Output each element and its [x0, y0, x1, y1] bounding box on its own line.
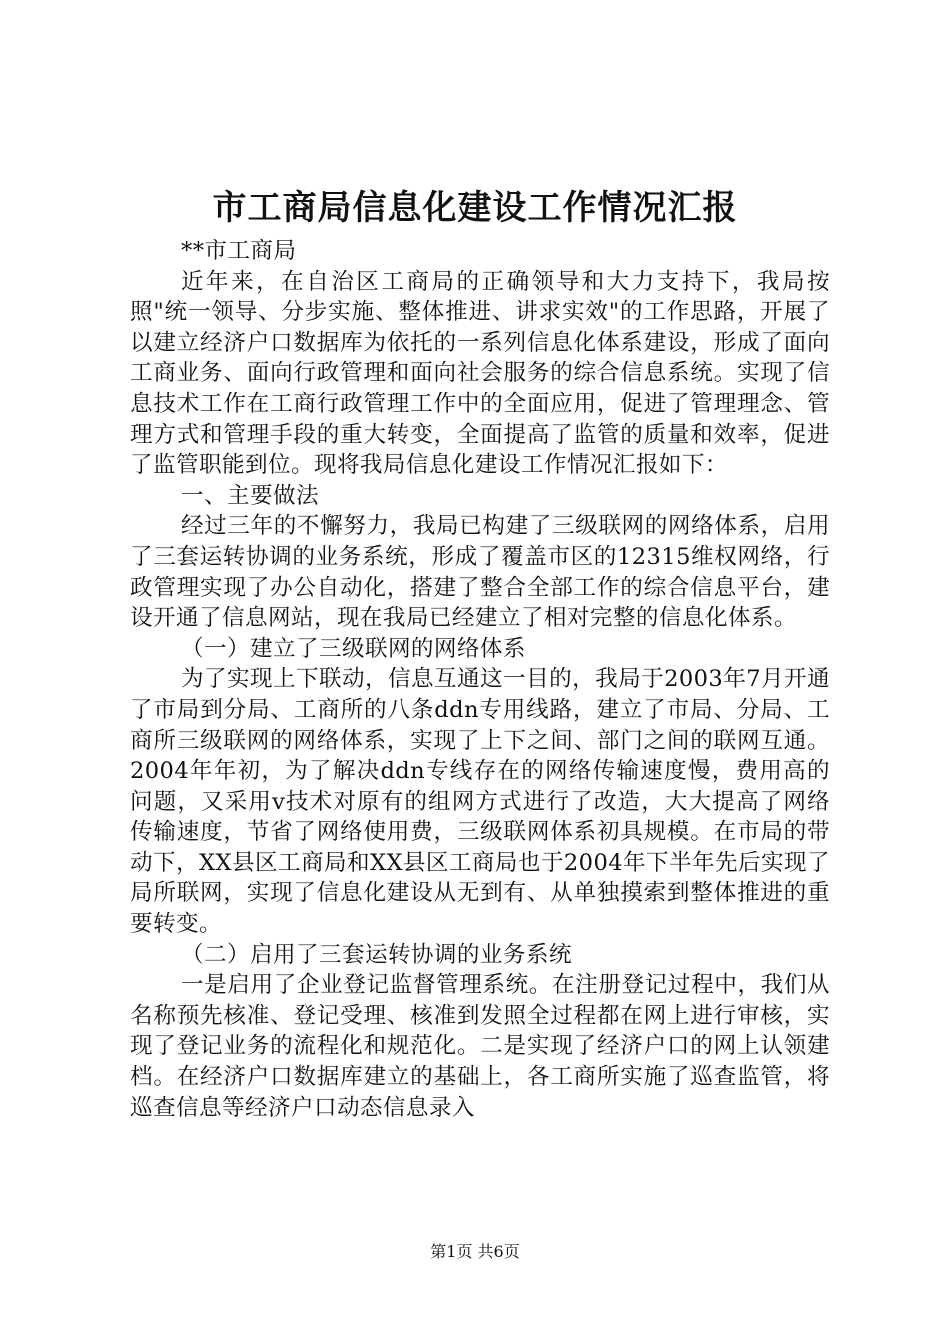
- section-heading-main-practices: 一、主要做法: [181, 482, 319, 509]
- document-body: [130, 236, 830, 1123]
- intro-paragraph: 近年来，在自治区工商局的正确领导和大力支持下，我局按照"统一领导、分步实施、整体推进、讲求实效"的工作思路，开展了以建立经济户口数据库为依托的一系列信息化体系建设，形成了面向工商业务、面向行政管理和面向社会服务的综合信息系统。实现了信息技术工作在工商行政管理工作中的全面应用，促进了管理理念、管理方式和管理手段的重大转变，全面提高了监管的质量和效率，促进了监管职能到位。现将我局信息化建设工作情况汇报如下：: [130, 268, 830, 479]
- author-line: **市工商局: [181, 238, 297, 264]
- paragraph-overview: 经过三年的不懈努力，我局已构建了三级联网的网络体系，启用了三套运转协调的业务系统，形成了覆盖市区的12315维权网络，行政管理实现了办公自动化，搭建了整合全部工作的综合信息平台，建设开通了信息网站，现在我局已经建立了相对完整的信息化体系。: [130, 513, 830, 632]
- page-footer: 第1页 共6页: [430, 1242, 520, 1261]
- document-title: 市工商局信息化建设工作情况汇报: [212, 188, 738, 228]
- paragraph-network: 为了实现上下联动，信息互通这一目的，我局于2003年7月开通了市局到分局、工商所的八条ddn专用线路，建立了市局、分局、工商所三级联网的网络体系，实现了上下之间、部门之间的联网互通。2004年年初，为了解决ddn专线存在的网络传输速度慢，费用高的问题，又采用v技术对原有的组网方式进行了改造，大大提高了网络传输速度，节省了网络使用费，三级联网体系初具规模。在市局的带动下，XX县区工商局和XX县区工商局也于2004年下半年先后实现了局所联网，实现了信息化建设从无到有、从单独摸索到整体推进的重要转变。: [130, 666, 830, 938]
- paragraph-business-systems: 一是启用了企业登记监督管理系统。在注册登记过程中，我们从名称预先核准、登记受理、核准到发照全过程都在网上进行审核，实现了登记业务的流程化和规范化。二是实现了经济户口的网上认领建档。在经济户口数据库建立的基础上，各工商所实施了巡查监管，将巡查信息等经济户口动态信息录入: [130, 972, 830, 1121]
- subsection-heading-network: （一）建立了三级联网的网络体系: [181, 635, 526, 662]
- subsection-heading-business-systems: （二）启用了三套运转协调的业务系统: [181, 941, 572, 968]
